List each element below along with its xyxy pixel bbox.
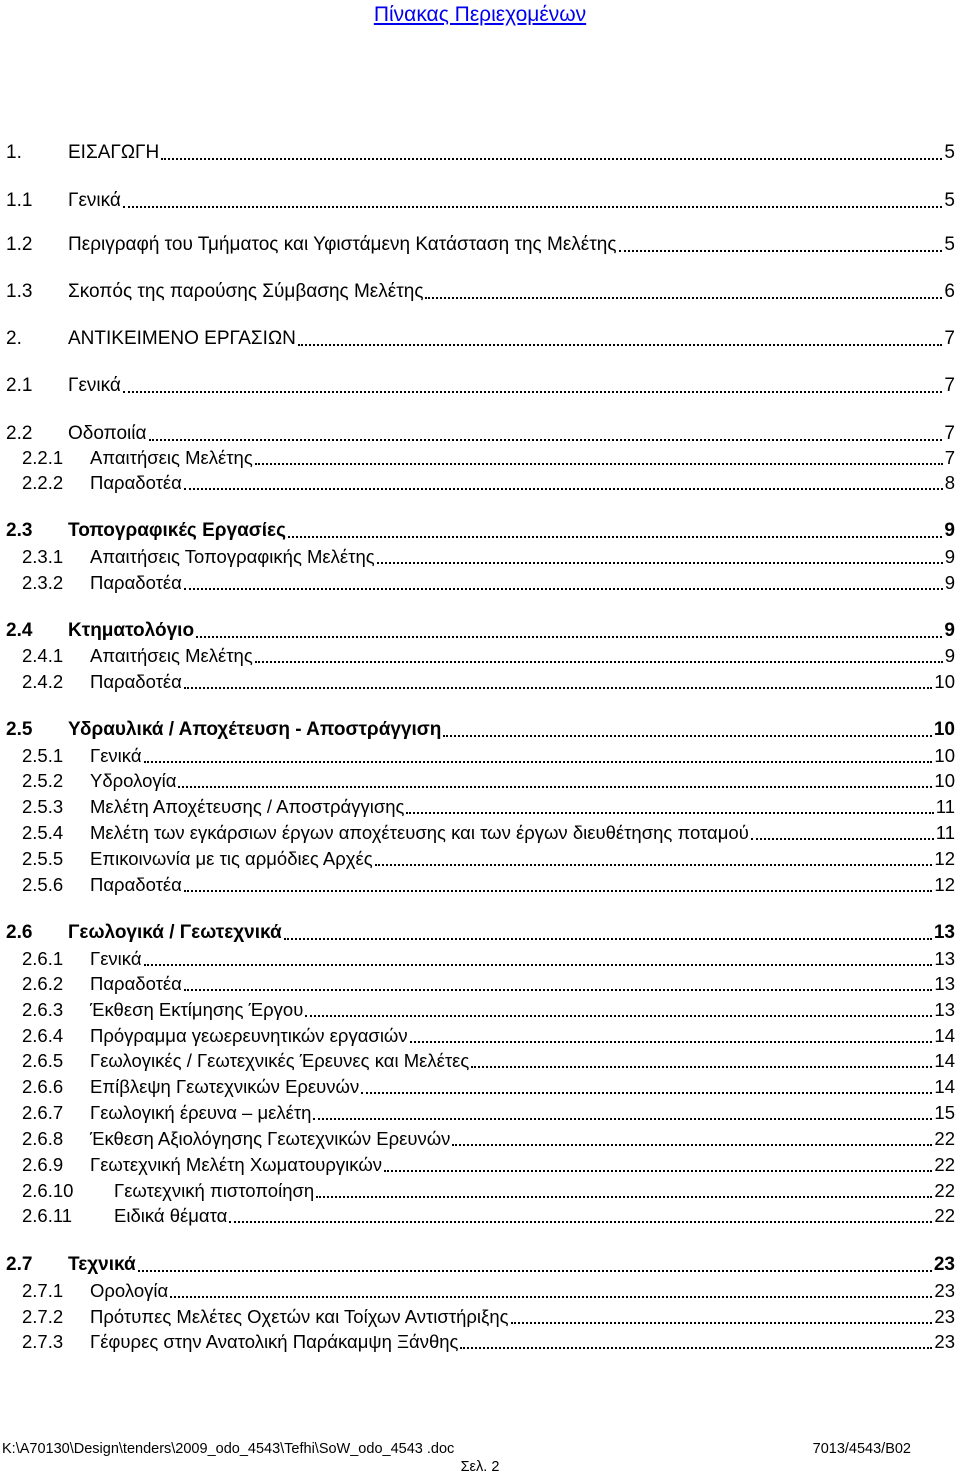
toc-entry-page: 14 [934,1076,955,1097]
toc-dot-leader [443,735,931,737]
toc-entry[interactable] [22,1023,955,1049]
toc-entry[interactable] [6,279,955,305]
toc-dot-leader [255,661,943,663]
toc-entry-number: 2.3.1 [22,546,64,567]
toc-entry-number: 2.6.4 [22,1025,64,1046]
toc-entry-page: 9 [944,572,955,593]
footer-file-path: K:\A70130\Design\tenders\2009_odo_4543\Tefhi\SoW_odo_4543 .doc [2,1441,455,1457]
toc-dot-leader [619,250,943,252]
toc-entry-title: Γενικά [68,375,121,396]
toc-entry-number: 2.7.1 [22,1280,64,1301]
toc-entry-page: 9 [944,520,955,541]
toc-entry[interactable] [6,1252,955,1278]
toc-entry[interactable] [22,643,955,669]
toc-entry[interactable] [6,373,955,399]
toc-entry-title: Περιγραφή του Τμήματος και Υφιστάμενη Κατάσταση της Μελέτης [68,234,617,255]
toc-entry-number: 2.6.3 [22,999,64,1020]
toc-entry-title: Γέφυρες στην Ανατολική Παράκαμψη Ξάνθης [90,1331,459,1352]
toc-entry[interactable] [6,421,955,447]
toc-dot-leader [229,1221,932,1223]
toc-dot-leader [123,206,943,208]
toc-entry-number: 2.5.2 [22,770,64,791]
toc-entry[interactable] [6,326,955,352]
toc-entry-title: Έκθεση Εκτίμησης Έργου [90,999,304,1020]
toc-dot-leader [361,1092,932,1094]
toc-entry[interactable] [6,140,955,166]
toc-dot-leader [313,1118,932,1120]
toc-entry-page: 13 [934,973,955,994]
toc-entry-title: Τεχνικά [68,1254,136,1275]
toc-entry[interactable] [22,445,955,471]
toc-dot-leader [170,1296,932,1298]
toc-entry-number: 2.6.7 [22,1102,64,1123]
toc-dot-leader [196,636,942,638]
toc-entry-number: 2.5.1 [22,745,64,766]
toc-entry[interactable] [22,1278,955,1304]
toc-entry[interactable] [6,717,955,743]
toc-entry-page: 7 [944,375,955,396]
footer-page-number: Σελ. 2 [460,1459,500,1475]
toc-dot-leader [255,463,943,465]
toc-entry-title: Παραδοτέα [90,671,182,692]
toc-entry-page: 13 [933,922,955,943]
toc-entry-page: 10 [934,671,955,692]
toc-entry-page: 7 [944,447,955,468]
toc-entry-page: 5 [944,234,955,255]
toc-entry-page: 8 [944,472,955,493]
toc-entry-page: 22 [934,1128,955,1149]
toc-entry-number: 2.3 [6,520,33,541]
toc-entry-title: Απαιτήσεις Μελέτης [90,645,253,666]
toc-entry[interactable] [22,669,955,695]
toc-entry[interactable] [22,1100,955,1126]
toc-entry[interactable] [6,518,955,544]
toc-entry-page: 13 [934,948,955,969]
toc-dot-leader [184,890,933,892]
toc-entry[interactable] [22,820,955,846]
toc-entry-title: Μελέτη Αποχέτευσης / Αποστράγγισης [90,796,405,817]
toc-entry[interactable] [6,188,955,214]
toc-dot-leader [375,864,933,866]
toc-entry-number: 2.3.2 [22,572,64,593]
toc-entry-title: Παραδοτέα [90,472,182,493]
toc-entry[interactable] [22,470,955,496]
toc-entry-number: 2.6.5 [22,1050,64,1071]
toc-entry[interactable] [22,570,955,596]
toc-entry-page: 14 [934,1025,955,1046]
toc-entry-title: Γεωτεχνική πιστοποίηση [114,1180,315,1201]
toc-entry-number: 2.2 [6,423,33,444]
toc-entry-number: 2.6.1 [22,948,64,969]
toc-entry-title: Επίβλεψη Γεωτεχνικών Ερευνών [90,1076,360,1097]
toc-entry[interactable] [22,872,955,898]
toc-entry-page: 12 [934,874,955,895]
toc-entry-page: 23 [934,1331,955,1352]
toc-entry-page: 12 [934,848,955,869]
toc-entry-title: Παραδοτέα [90,572,182,593]
toc-entry-number: 2.7.2 [22,1306,64,1327]
toc-entry[interactable] [22,1152,955,1178]
toc-entry[interactable] [22,1304,955,1330]
toc-dot-leader [184,687,933,689]
toc-entry-title: Παραδοτέα [90,973,182,994]
toc-entry-page: 7 [944,423,955,444]
toc-entry-title: Γεωλογικά / Γεωτεχνικά [68,922,282,943]
toc-dot-leader [452,1144,932,1146]
toc-entry-page: 23 [933,1254,955,1275]
toc-entry-page: 5 [944,142,955,163]
toc-entry-page: 14 [934,1050,955,1071]
toc-entry[interactable] [22,1048,955,1074]
toc-entry-number: 2.5.3 [22,796,64,817]
toc-entry-title: Γεωτεχνική Μελέτη Χωματουργικών [90,1154,383,1175]
toc-entry-number: 2.6.8 [22,1128,64,1149]
toc-dot-leader [149,439,943,441]
toc-entry-number: 2.1 [6,375,33,396]
toc-entry-page: 9 [944,645,955,666]
toc-dot-leader [751,838,934,840]
toc-entry-title: Οδοποιία [68,423,147,444]
toc-dot-leader [184,488,943,490]
toc-entry-title: Γεωλογικές / Γεωτεχνικές Έρευνες και Μελέτες [90,1050,470,1071]
toc-entry-title: Υδρολογία [90,770,177,791]
toc-entry[interactable] [22,1074,955,1100]
toc-entry-number: 1.1 [6,190,33,211]
toc-entry-page: 13 [934,999,955,1020]
toc-dot-leader [410,1041,933,1043]
toc-dot-leader [298,344,943,346]
toc-entry-page: 22 [934,1180,955,1201]
toc-entry-title: Ορολογία [90,1280,169,1301]
toc-entry-title: Παραδοτέα [90,874,182,895]
toc-dot-leader [178,786,932,788]
toc-entry[interactable] [22,946,955,972]
page-footer [0,1439,955,1459]
toc-dot-leader [511,1322,933,1324]
toc-entry-page: 6 [944,281,955,302]
toc-dot-leader [144,964,933,966]
toc-entry-title: Ειδικά θέματα [114,1205,228,1226]
toc-entry[interactable] [22,794,955,820]
toc-entry-number: 2.6 [6,922,33,943]
toc-title-text[interactable]: Πίνακας Περιεχομένων [373,3,587,26]
toc-entry-title: Υδραυλικά / Αποχέτευση - Αποστράγγιση [68,719,442,740]
toc-entry-title: Έκθεση Αξιολόγησης Γεωτεχνικών Ερευνών [90,1128,451,1149]
toc-entry-number: 2.2.2 [22,472,64,493]
toc-entry-page: 15 [934,1102,955,1123]
toc-entry[interactable] [22,1126,955,1152]
toc-entry[interactable] [6,618,955,644]
toc-entry[interactable] [22,846,955,872]
toc-entry-page: 10 [934,745,955,766]
toc-entry-page: 11 [935,796,955,817]
toc-entry-number: 2.4.2 [22,671,64,692]
toc-entry-title: ΑΝΤΙΚΕΙΜΕΝΟ ΕΡΓΑΣΙΩΝ [68,328,296,349]
toc-dot-leader [161,158,942,160]
toc-entry-page: 23 [934,1280,955,1301]
toc-dot-leader [123,391,943,393]
toc-entry-number: 2.6.11 [22,1205,73,1226]
toc-entry-number: 2.4 [6,620,33,641]
toc-entry-number: 2.6.6 [22,1076,64,1097]
toc-entry-page: 22 [934,1154,955,1175]
toc-entry-page: 10 [934,770,955,791]
toc-dot-leader [316,1196,932,1198]
toc-entry-number: 2. [6,328,22,349]
toc-entry-number: 2.5.4 [22,822,64,843]
toc-entry-page: 10 [933,719,955,740]
toc-entry-number: 1.3 [6,281,33,302]
toc-entry-title: Τοπογραφικές Εργασίες [68,520,286,541]
toc-entry-number: 1.2 [6,234,33,255]
toc-entry[interactable] [22,743,955,769]
toc-entry-title: Γενικά [68,190,121,211]
toc-entry[interactable] [6,920,955,946]
toc-dot-leader [284,938,932,940]
toc-entry-page: 23 [934,1306,955,1327]
toc-entry-number: 2.2.1 [22,447,64,468]
toc-dot-leader [384,1170,932,1172]
toc-entry[interactable] [22,544,955,570]
toc-entry-title: Μελέτη των εγκάρσιων έργων αποχέτευσης και των έργων διευθέτησης ποταμού [90,822,749,843]
toc-entry-page: 11 [935,822,955,843]
toc-entry-number: 2.4.1 [22,645,64,666]
footer-document-code: 7013/4543/B02 [812,1441,911,1457]
toc-entry-title: Επικοινωνία με τις αρμόδιες Αρχές [90,848,373,869]
toc-entry[interactable] [22,1203,955,1229]
toc-dot-leader [406,812,933,814]
toc-dot-leader [144,761,933,763]
toc-entry-number: 2.7.3 [22,1331,64,1352]
toc-entry[interactable] [22,971,955,997]
toc-entry-page: 9 [944,620,955,641]
toc-entry[interactable] [22,1329,955,1355]
toc-dot-leader [184,989,933,991]
toc-dot-leader [460,1347,932,1349]
toc-entry-title: Απαιτήσεις Τοπογραφικής Μελέτης [90,546,375,567]
toc-entry-page: 5 [944,190,955,211]
toc-entry-title: Γενικά [90,745,142,766]
toc-entry-title: Πρόγραμμα γεωερευνητικών εργασιών [90,1025,408,1046]
toc-entry-title: ΕΙΣΑΓΩΓΗ [68,142,160,163]
toc-entry[interactable] [6,232,955,258]
toc-entry-number: 2.7 [6,1254,33,1275]
toc-entry-title: Γεωλογική έρευνα – μελέτη [90,1102,312,1123]
toc-entry-number: 2.5.6 [22,874,64,895]
toc-entry[interactable] [22,997,955,1023]
toc-dot-leader [377,562,943,564]
toc-entry-number: 2.5.5 [22,848,64,869]
toc-entry-number: 2.5 [6,719,33,740]
toc-entry-title: Κτηματολόγιο [68,620,195,641]
toc-dot-leader [288,536,942,538]
toc-entry-number: 2.6.10 [22,1180,74,1201]
toc-entry-page: 7 [944,328,955,349]
toc-dot-leader [138,1270,932,1272]
toc-entry[interactable] [22,1178,955,1204]
toc-entry-title: Πρότυπες Μελέτες Οχετών και Τοίχων Αντιστήριξης [90,1306,509,1327]
toc-dot-leader [184,588,943,590]
toc-entry-number: 2.6.9 [22,1154,64,1175]
toc-entry-title: Απαιτήσεις Μελέτης [90,447,253,468]
toc-entry[interactable] [22,768,955,794]
toc-entry-title: Σκοπός της παρούσης Σύμβασης Μελέτης [68,281,424,302]
toc-dot-leader [425,297,942,299]
toc-entry-title: Γενικά [90,948,142,969]
toc-entry-number: 2.6.2 [22,973,64,994]
toc-entry-number: 1. [6,142,22,163]
toc-entry-page: 9 [944,546,955,567]
toc-dot-leader [305,1015,932,1017]
toc-entry-page: 22 [934,1205,955,1226]
toc-dot-leader [471,1066,932,1068]
